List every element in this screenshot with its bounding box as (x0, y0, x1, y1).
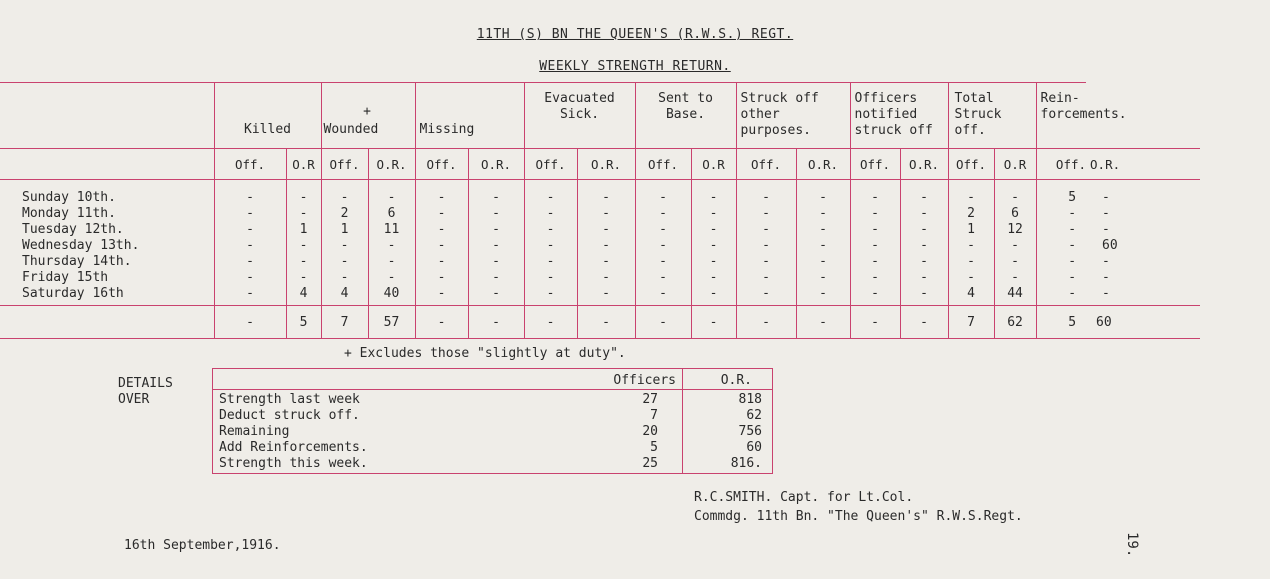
data-cell: - (492, 206, 500, 221)
summary-table (212, 368, 773, 474)
data-cell: - (387, 270, 396, 285)
data-cell: - (246, 254, 254, 269)
col-header-evacuated-sick: Evacuated Sick. (524, 83, 635, 149)
data-cell: - (762, 270, 770, 285)
summary-row-or: 60 (746, 440, 762, 455)
total-cell: 7 (948, 306, 994, 339)
total-cell: - (691, 306, 736, 339)
data-column (736, 180, 796, 306)
sub-header-blank (0, 149, 214, 180)
data-cell: - (602, 206, 610, 221)
data-cell: 5 (1068, 190, 1077, 205)
total-cell: 60 (1086, 306, 1200, 339)
data-cell: - (819, 238, 827, 253)
data-column (948, 180, 994, 306)
data-cell: 6 (387, 206, 396, 221)
data-cell: - (546, 238, 555, 253)
col-header-killed: Killed (214, 83, 321, 149)
summary-row-officers: 27 (642, 392, 658, 407)
total-cell: - (900, 306, 948, 339)
data-cell: - (819, 286, 827, 301)
sub-header-cell: Off. (524, 149, 577, 180)
data-cell: - (1068, 238, 1077, 253)
col-header-officers-notified: Officers notified struck off (850, 83, 948, 149)
day-label: Friday 15th (22, 270, 109, 285)
data-cell: - (246, 270, 254, 285)
data-cell: - (340, 254, 349, 269)
total-cell: - (796, 306, 850, 339)
summary-row-officers: 20 (642, 424, 658, 439)
data-cell: - (920, 270, 928, 285)
document-title: 11TH (S) BN THE QUEEN'S (R.W.S.) REGT. (476, 27, 794, 42)
data-cell: 6 (1011, 206, 1019, 221)
data-cell: - (920, 206, 928, 221)
data-column (214, 180, 286, 306)
day-labels (0, 180, 214, 306)
total-cell: - (214, 306, 286, 339)
summary-row-officers: 5 (650, 440, 658, 455)
day-label: Monday 11th. (22, 206, 116, 221)
total-cell: 7 (321, 306, 368, 339)
summary-row-or: 62 (746, 408, 762, 423)
data-cell: - (546, 270, 555, 285)
data-cell: - (1068, 254, 1077, 269)
sub-header-cell: Off. (415, 149, 468, 180)
sub-header-cell: O.R (286, 149, 321, 180)
sub-header-cell: O.R. (900, 149, 948, 180)
total-cell: - (415, 306, 468, 339)
data-cell: - (659, 270, 667, 285)
footnote: + Excludes those "slightly at duty". (344, 346, 626, 361)
data-cell: - (762, 190, 770, 205)
data-column (286, 180, 321, 306)
sub-header-cell: O.R. (1086, 149, 1200, 180)
total-cell: - (577, 306, 635, 339)
data-cell: - (1102, 206, 1110, 221)
data-cell: - (1102, 270, 1110, 285)
summary-row-or: 816. (730, 456, 762, 471)
summary-row-or: 818 (738, 392, 762, 407)
data-cell: - (871, 254, 879, 269)
total-cell: - (468, 306, 524, 339)
total-cell: - (635, 306, 691, 339)
data-cell: - (1102, 286, 1110, 301)
document-date: 16th September,1916. (124, 538, 281, 553)
day-label: Sunday 10th. (22, 190, 116, 205)
data-cell: - (709, 286, 718, 301)
data-cell: - (871, 286, 879, 301)
data-cell: - (546, 286, 555, 301)
data-cell: - (546, 206, 555, 221)
totals-blank (0, 306, 214, 339)
data-column (524, 180, 577, 306)
sub-header-cell: Off. (1036, 149, 1086, 180)
data-cell: - (492, 286, 500, 301)
data-cell: - (492, 270, 500, 285)
summary-row-label: Strength last week (219, 392, 360, 407)
day-label: Wednesday 13th. (22, 238, 140, 253)
data-cell: - (967, 270, 975, 285)
data-cell: - (709, 222, 718, 237)
data-cell: - (299, 206, 308, 221)
day-label: Tuesday 12th. (22, 222, 124, 237)
data-cell: - (1102, 254, 1110, 269)
sub-header-cell: Off. (635, 149, 691, 180)
summary-labels (213, 390, 573, 474)
data-cell: - (387, 254, 396, 269)
data-cell: 11 (383, 222, 400, 237)
data-cell: - (967, 190, 975, 205)
summary-row-label: Deduct struck off. (219, 408, 360, 423)
summary-header-or: O.R. (683, 369, 773, 390)
data-cell: - (1011, 270, 1019, 285)
data-column (1036, 180, 1086, 306)
data-cell: - (492, 238, 500, 253)
data-cell: - (437, 286, 446, 301)
data-cell: - (659, 238, 667, 253)
data-cell: - (1068, 206, 1077, 221)
data-cell: - (659, 206, 667, 221)
data-cell: - (437, 206, 446, 221)
signature-line-1: R.C.SMITH. Capt. for Lt.Col. (694, 490, 914, 505)
data-cell: - (246, 206, 254, 221)
data-cell: 4 (340, 286, 349, 301)
data-cell: - (762, 222, 770, 237)
data-cell: - (659, 254, 667, 269)
data-column (321, 180, 368, 306)
total-cell: - (524, 306, 577, 339)
data-cell: - (602, 254, 610, 269)
summary-row-officers: 7 (650, 408, 658, 423)
data-cell: - (871, 206, 879, 221)
col-header-struck-off-other: Struck off other purposes. (736, 83, 850, 149)
data-cell: - (437, 270, 446, 285)
data-cell: - (871, 238, 879, 253)
data-cell: - (1102, 190, 1110, 205)
total-cell: 62 (994, 306, 1036, 339)
summary-row-or: 756 (738, 424, 762, 439)
col-header-sent-to-base: Sent to Base. (635, 83, 736, 149)
data-cell: 44 (1007, 286, 1023, 301)
sub-header-cell: Off. (736, 149, 796, 180)
data-cell: - (246, 238, 254, 253)
data-column (577, 180, 635, 306)
data-cell: - (709, 238, 718, 253)
data-cell: - (340, 270, 349, 285)
day-label: Thursday 14th. (22, 254, 132, 269)
data-column (635, 180, 691, 306)
data-cell: - (437, 190, 446, 205)
signature-line-2: Commdg. 11th Bn. "The Queen's" R.W.S.Regt. (694, 509, 1023, 524)
strength-return-table (0, 82, 1200, 339)
data-cell: - (819, 270, 827, 285)
data-cell: - (602, 190, 610, 205)
sub-header-cell: Off. (948, 149, 994, 180)
data-cell: - (967, 254, 975, 269)
data-cell: - (709, 270, 718, 285)
total-cell: 5 (286, 306, 321, 339)
data-cell: - (602, 222, 610, 237)
sub-header-cell: O.R (691, 149, 736, 180)
sub-header-cell: O.R. (796, 149, 850, 180)
data-cell: - (659, 222, 667, 237)
details-over-label: DETAILS OVER (118, 376, 173, 407)
data-column (468, 180, 524, 306)
total-cell: - (850, 306, 900, 339)
data-cell: - (819, 190, 827, 205)
sub-header-cell: O.R (994, 149, 1036, 180)
data-cell: - (871, 190, 879, 205)
col-header-total-struck-off: Total Struck off. (948, 83, 1036, 149)
data-cell: - (387, 238, 396, 253)
data-cell: - (871, 222, 879, 237)
data-cell: 60 (1102, 238, 1118, 253)
data-cell: - (246, 286, 254, 301)
sub-header-cell: O.R. (368, 149, 415, 180)
data-column (415, 180, 468, 306)
total-cell: 5 (1036, 306, 1086, 339)
summary-row-label: Strength this week. (219, 456, 368, 471)
data-cell: - (920, 254, 928, 269)
data-column (1086, 180, 1200, 306)
data-column (900, 180, 948, 306)
summary-row-label: Add Reinforcements. (219, 440, 368, 455)
summary-header-officers: Officers (573, 369, 683, 390)
data-cell: - (1011, 238, 1019, 253)
data-cell: 4 (967, 286, 975, 301)
data-cell: 4 (299, 286, 308, 301)
summary-header-blank (213, 369, 573, 390)
data-cell: - (340, 238, 349, 253)
data-cell: - (871, 270, 879, 285)
data-cell: - (709, 206, 718, 221)
data-cell: - (246, 190, 254, 205)
summary-or (683, 390, 773, 474)
data-cell: - (1068, 286, 1077, 301)
data-cell: - (492, 254, 500, 269)
data-cell: - (492, 190, 500, 205)
data-cell: - (762, 286, 770, 301)
data-cell: - (1102, 222, 1110, 237)
data-cell: - (1068, 270, 1077, 285)
total-cell: 57 (368, 306, 415, 339)
document-subtitle: WEEKLY STRENGTH RETURN. (539, 59, 731, 74)
data-cell: - (387, 190, 396, 205)
data-cell: - (920, 238, 928, 253)
data-cell: - (819, 254, 827, 269)
data-column (850, 180, 900, 306)
sub-header-cell: Off. (214, 149, 286, 180)
summary-officers (573, 390, 683, 474)
data-cell: - (762, 254, 770, 269)
col-header-wounded: + Wounded (321, 83, 415, 149)
col-header-missing: Missing (415, 83, 524, 149)
data-cell: - (602, 238, 610, 253)
data-column (796, 180, 850, 306)
data-cell: - (299, 190, 308, 205)
data-cell: - (967, 238, 975, 253)
day-label: Saturday 16th (22, 286, 124, 301)
data-cell: - (299, 270, 308, 285)
data-cell: - (659, 286, 667, 301)
data-cell: - (920, 222, 928, 237)
sub-header-cell: Off. (850, 149, 900, 180)
signature-block (694, 488, 1023, 526)
data-cell: - (920, 190, 928, 205)
data-cell: - (659, 190, 667, 205)
summary-row-officers: 25 (642, 456, 658, 471)
data-cell: 2 (967, 206, 975, 221)
data-cell: 2 (340, 206, 349, 221)
data-cell: - (762, 238, 770, 253)
data-cell: - (546, 190, 555, 205)
summary-row-label: Remaining (219, 424, 290, 439)
data-cell: - (437, 238, 446, 253)
sub-header-cell: O.R. (468, 149, 524, 180)
data-cell: - (546, 222, 555, 237)
data-cell: - (920, 286, 928, 301)
data-column (691, 180, 736, 306)
data-cell: - (1011, 254, 1019, 269)
sub-header-cell: Off. (321, 149, 368, 180)
data-cell: - (709, 254, 718, 269)
page-number: 19. (1124, 532, 1140, 558)
data-cell: - (709, 190, 718, 205)
data-cell: 1 (967, 222, 975, 237)
data-cell: - (1068, 222, 1077, 237)
data-cell: - (340, 190, 349, 205)
data-cell: - (819, 222, 827, 237)
col-header-reinforcements: Rein- forcements. (1036, 83, 1086, 149)
data-cell: - (492, 222, 500, 237)
wounded-mark: + (363, 104, 371, 119)
sub-header-cell: O.R. (577, 149, 635, 180)
data-cell: - (602, 270, 610, 285)
data-cell: - (762, 206, 770, 221)
data-cell: 1 (299, 222, 308, 237)
data-cell: - (819, 206, 827, 221)
data-cell: - (546, 254, 555, 269)
data-cell: 40 (383, 286, 400, 301)
data-cell: - (602, 286, 610, 301)
data-cell: - (299, 238, 308, 253)
data-cell: - (437, 222, 446, 237)
data-column (368, 180, 415, 306)
data-cell: 1 (340, 222, 349, 237)
data-cell: - (437, 254, 446, 269)
data-cell: 12 (1007, 222, 1023, 237)
total-cell: - (736, 306, 796, 339)
data-column (994, 180, 1036, 306)
header-blank (0, 83, 214, 149)
data-cell: - (246, 222, 254, 237)
data-cell: - (1011, 190, 1019, 205)
data-cell: - (299, 254, 308, 269)
